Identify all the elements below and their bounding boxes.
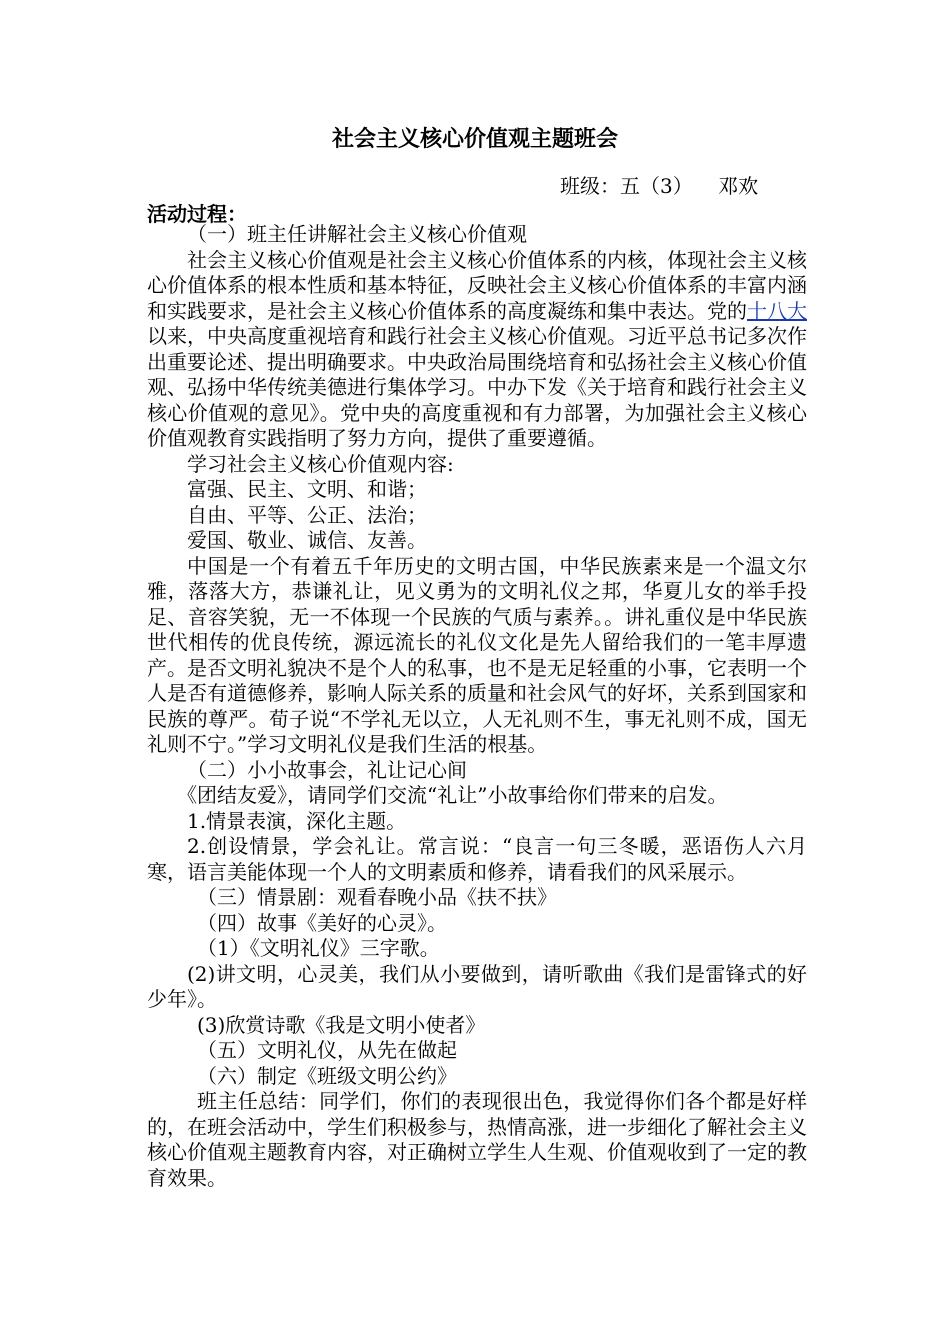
section-1-title: （一）班主任讲解社会主义核心价值观 <box>187 222 527 246</box>
activity-heading: 活动过程： <box>147 202 247 226</box>
section-4-item-2: (2)讲文明，心灵美，我们从小要做到，请听歌曲《我们是雷锋式的好少年》。 <box>147 961 807 1011</box>
section-3: （三）情景剧：观看春晚小品《扶不扶》 <box>197 885 557 909</box>
eighteenth-congress-link[interactable]: 十八大 <box>747 298 807 323</box>
paragraph-text: 社会主义核心价值观是社会主义核心价值体系的内核，体现社会主义核心价值体系的根本性质和基本特征，反映社会主义核心价值体系的丰富内涵和实践要求，是社会主义核心价值体系的高度凝练和集中表达。党的 <box>147 247 807 323</box>
paragraph-text: 以来，中央高度重视培育和践行社会主义核心价值观。习近平总书记多次作出重要论述、提出明确要求。中央政治局围绕培育和弘扬社会主义核心价值观、弘扬中华传统美德进行集体学习。中办下发《关于培育和践行社会主义核心价值观的意见》。党中央的高度重视和有力部署，为加强社会主义核心价值观教育实践指明了努力方向，提供了重要遵循。 <box>147 324 807 450</box>
section-5: （五）文明礼仪，从先在做起 <box>197 1038 457 1062</box>
section-2-item-2: 2.创设情景，学会礼让。常言说：“良言一句三冬暖，恶语伤人六月寒，语言美能体现一个人的文明素质和修养，请看我们的风采展示。 <box>147 834 807 884</box>
section-2-title: （二）小小故事会，礼让记心间 <box>187 757 467 782</box>
section-4-item-3: (3)欣赏诗歌《我是文明小使者》 <box>197 1012 486 1037</box>
paragraph-core-values <box>147 248 807 452</box>
teacher-summary: 班主任总结：同学们，你们的表现很出色，我觉得你们各个都是好样的，在班会活动中，学生们积极参与，热情高涨，进一步细化了解社会主义核心价值观主题教育内容，对正确树立学生人生观、价值观收到了一定的教育效果。 <box>147 1089 807 1190</box>
values-line-1: 富强、民主、文明、和谐； <box>187 477 427 501</box>
section-4-item-1: （1）《文明礼仪》三字歌。 <box>197 936 440 960</box>
values-line-3: 爱国、敬业、诚信、友善。 <box>187 528 427 552</box>
section-4: （四）故事《美好的心灵》。 <box>197 910 447 935</box>
document-body <box>147 222 807 1191</box>
document-title: 社会主义核心价值观主题班会 <box>331 127 618 152</box>
section-2-item-1: 1.情景表演，深化主题。 <box>187 808 407 833</box>
section-2-paragraph: 《团结友爱》，请同学们交流“礼让”小故事给你们带来的启发。 <box>177 783 728 807</box>
paragraph-etiquette: 中国是一个有着五千年历史的文明古国，中华民族素来是一个温文尔雅，落落大方，恭谦礼让，见义勇为的文明礼仪之邦，华夏儿女的举手投足、音容笑貌，无一不体现一个民族的气质与素养。。讲礼重仪是中华民族世代相传的优良传统，源远流长的礼仪文化是先人留给我们的一笔丰厚遗产。是否文明礼貌决不是个人的私事，也不是无足轻重的小事，它表明一个人是否有道德修养，影响人际关系的质量和社会风气的好坏，关系到国家和民族的尊严。荀子说“不学礼无以立，人无礼则不生，事无礼则不成，国无礼则不宁。”学习文明礼仪是我们生活的根基。 <box>147 553 807 756</box>
values-intro: 学习社会主义核心价值观内容: <box>187 451 454 476</box>
section-6: （六）制定《班级文明公约》 <box>197 1063 457 1088</box>
class-author-line: 班级：五（3） 邓欢 <box>560 174 759 198</box>
values-line-2: 自由、平等、公正、法治； <box>187 502 427 527</box>
